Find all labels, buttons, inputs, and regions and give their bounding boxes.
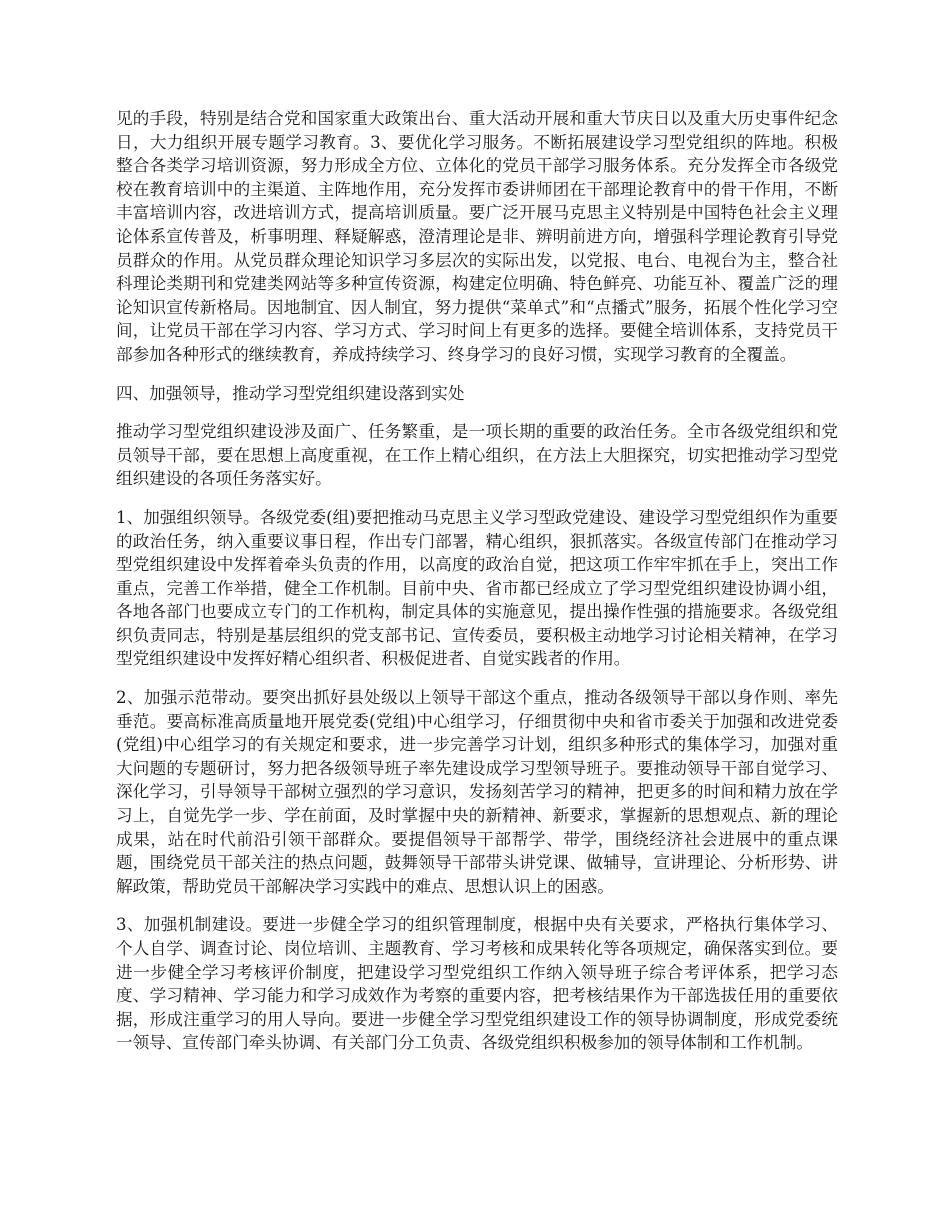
paragraph-organizational-leadership: 1、加强组织领导。各级党委(组)要把推动马克思主义学习型政党建设、建设学习型党组织作为重要的政治任务，纳入重要议事日程，作出专门部署，精心组织，狠抓落实。各级宣传部门在推动学习型党组织建设中发挥着牵头负责的作用，以高度的政治自觉，把这项工作牢牢抓在手上，突出工作重点，完善工作举措，健全工作机制。目前中央、省市都已经成立了学习型党组织建设协调小组，各地各部门也要成立专门的工作机构，制定具体的实施意见，提出操作性强的措施要求。各级党组织负责同志，特别是基层组织的党支部书记、宣传委员，要积极主动地学习讨论相关精神，在学习型党组织建设中发挥好精心组织者、积极促进者、自觉实践者的作用。 — [116, 507, 838, 669]
section-heading-four: 四、加强领导，推动学习型党组织建设落到实处 — [116, 383, 465, 403]
paragraph-section-intro: 推动学习型党组织建设涉及面广、任务繁重，是一项长期的重要的政治任务。全市各级党组织和党员领导干部，要在思想上高度重视，在工作上精心组织，在方法上大胆探究，切实把推动学习型党组织建设的各项任务落实好。 — [116, 422, 838, 489]
paragraph-mechanism-building: 3、加强机制建设。要进一步健全学习的组织管理制度，根据中央有关要求，严格执行集体学习、个人自学、调查讨论、岗位培训、主题教育、学习考核和成果转化等各项规定，确保落实到位。要进一步健全学习考核评价制度，把建设学习型党组织工作纳入领导班子综合考评体系，把学习态度、学习精神、学习能力和学习成效作为考察的重要内容，把考核结果作为干部选拔任用的重要依据，形成注重学习的用人导向。要进一步健全学习型党组织建设工作的领导协调制度，形成党委统一领导、宣传部门牵头协调、有关部门分工负责、各级党组织积极参加的领导体制和工作机制。 — [116, 915, 838, 1053]
document-page — [116, 107, 838, 1070]
paragraph-demonstration-leading: 2、加强示范带动。要突出抓好县处级以上领导干部这个重点，推动各级领导干部以身作则、率先垂范。要高标准高质量地开展党委(党组)中心组学习，仔细贯彻中央和省市委关于加强和改进党委(党组)中心组学习的有关规定和要求，进一步完善学习计划，组织多种形式的集体学习，加强对重大问题的专题研讨，努力把各级领导班子率先建设成学习型领导班子。要推动领导干部自觉学习、深化学习，引导领导干部树立强烈的学习意识，发扬刻苦学习的精神，把更多的时间和精力放在学习上，自觉先学一步、学在前面，及时掌握中央的新精神、新要求，掌握新的思想观点、新的理论成果，站在时代前沿引领干部群众。要提倡领导干部帮学、带学，围绕经济社会进展中的重点课题，围绕党员干部关注的热点问题，鼓舞领导干部带头讲党课、做辅导，宣讲理论、分析形势、讲解政策，帮助党员干部解决学习实践中的难点、思想认识上的困惑。 — [116, 688, 838, 896]
paragraph-learning-services: 见的手段，特别是结合党和国家重大政策出台、重大活动开展和重大节庆日以及重大历史事件纪念日，大力组织开展专题学习教育。3、要优化学习服务。不断拓展建设学习型党组织的阵地。积极整合各类学习培训资源，努力形成全方位、立体化的党员干部学习服务体系。充分发挥全市各级党校在教育培训中的主渠道、主阵地作用，充分发挥市委讲师团在干部理论教育中的骨干作用，不断丰富培训内容，改进培训方式，提高培训质量。要广泛开展马克思主义特别是中国特色社会主义理论体系宣传普及，析事明理、释疑解惑，澄清理论是非、辨明前进方向，增强科学理论教育引导党员群众的作用。从党员群众理论知识学习多层次的实际出发，以党报、电台、电视台为主，整合社科理论类期刊和党建类网站等多种宣传资源，构建定位明确、特色鲜亮、功能互补、覆盖广泛的理论知识宣传新格局。因地制宜、因人制宜，努力提供“菜单式”和“点播式”服务，拓展个性化学习空间，让党员干部在学习内容、学习方式、学习时间上有更多的选择。要健全培训体系，支持党员干部参加各种形式的继续教育，养成持续学习、终身学习的良好习惯，实现学习教育的全覆盖。 — [116, 109, 838, 364]
